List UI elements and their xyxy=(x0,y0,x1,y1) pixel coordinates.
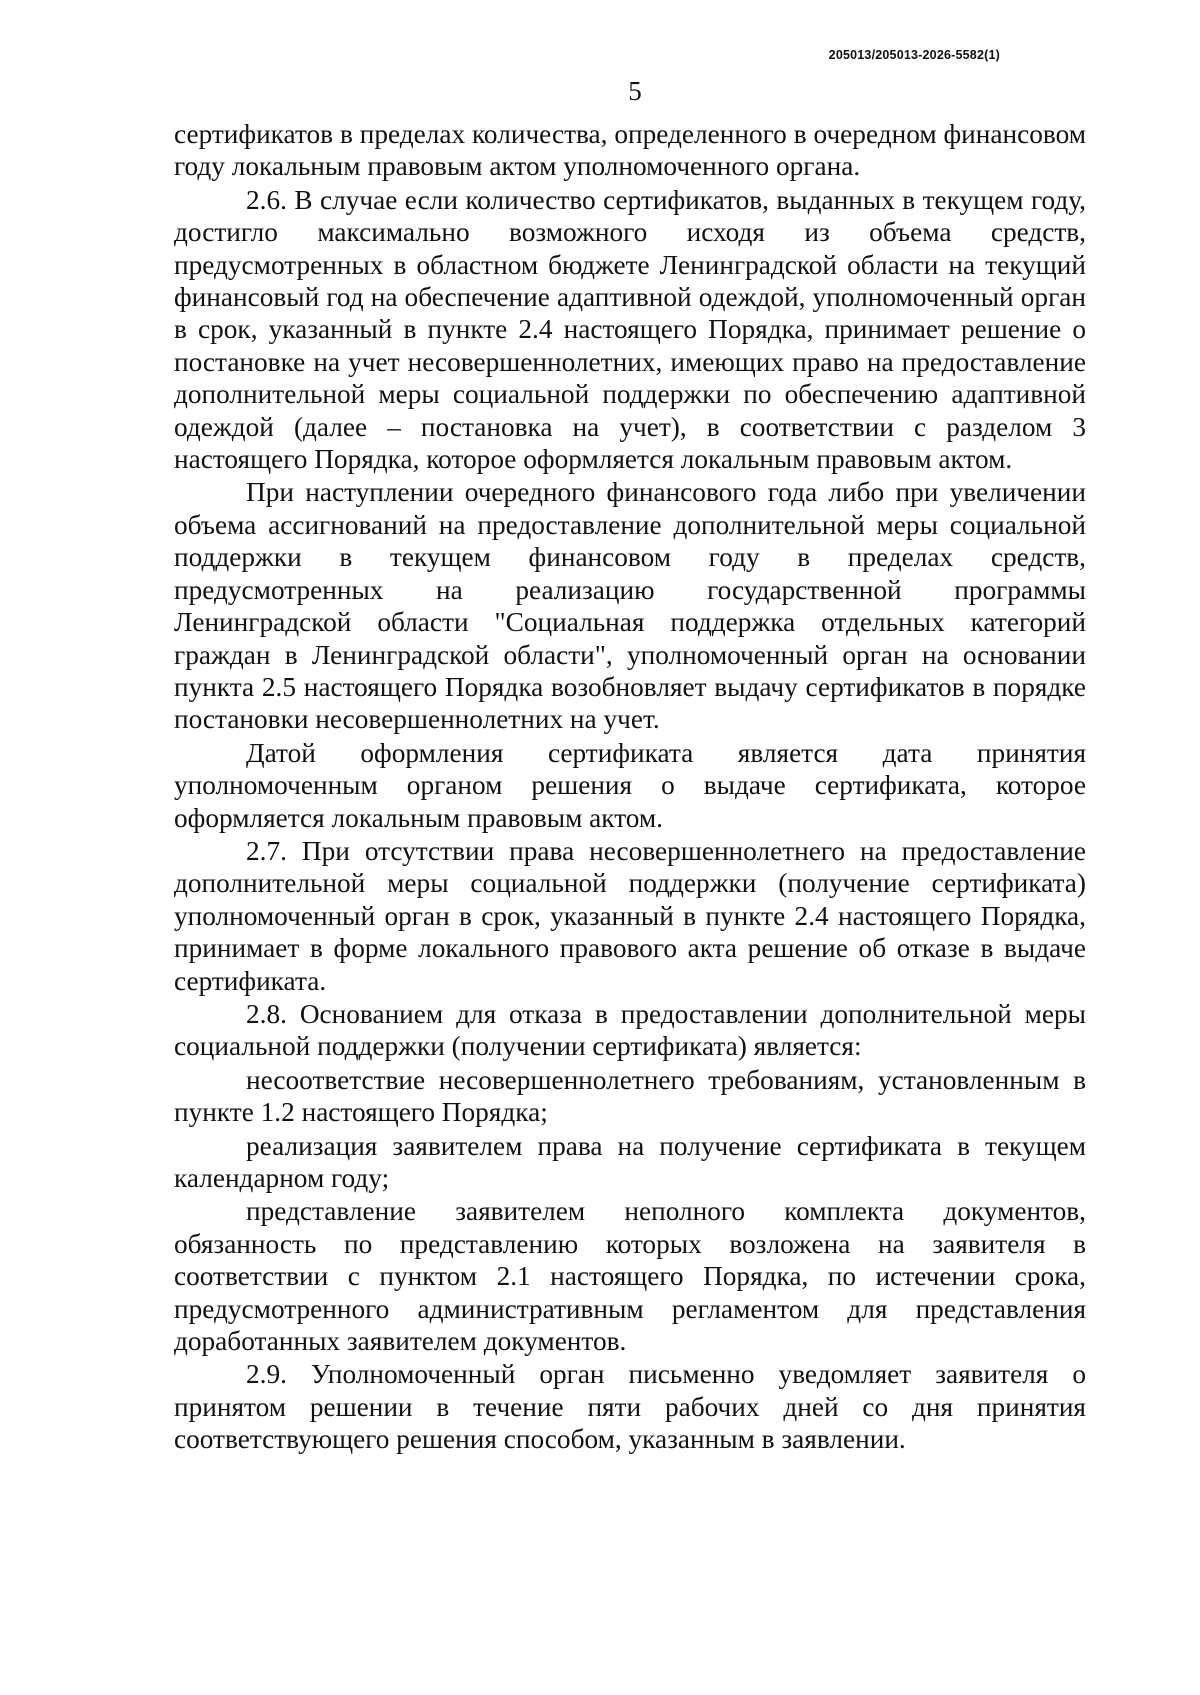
paragraph-certificate-date: Датой оформления сертификата является дата принятия уполномоченным органом решения о выдаче сертификата, которое оформляется локальным правовым актом. xyxy=(174,737,1086,833)
paragraph-2-8: 2.8. Основанием для отказа в предоставлении дополнительной меры социальной поддержки (получении сертификата) является: xyxy=(174,998,1086,1062)
refusal-ground-already-used: реализация заявителем права на получение сертификата в текущем календарном году; xyxy=(174,1130,1086,1193)
paragraph-2-6: 2.6. В случае если количество сертификатов, выданных в текущем году, достигло максимально возможного исходя из объема средств, предусмотренных в областном бюджете Ленинградской области на текущий финансовый год на обеспечение адаптивной одеждой, уполномоченный орган в срок, указанный в пункте 2.4 настоящего Порядка, принимает решение о постановке на учет несовершеннолетних, имеющих право на предоставление дополнительной меры социальной поддержки по обеспечению адаптивной одеждой (далее – постановка на учет), в соответствии с разделом 3 настоящего Порядка, которое оформляется локальным правовым актом. xyxy=(174,184,1086,475)
page-number: 5 xyxy=(628,76,642,106)
paragraph-new-year-resumption: При наступлении очередного финансового года либо при увеличении объема ассигнований на предоставление дополнительной меры социальной поддержки в текущем финансовом году в пределах средств, предусмотренных на реализацию государственной программы Ленинградской области "Социальная поддержка отдельных категорий граждан в Ленинградской области", уполномоченный орган на основании пункта 2.5 настоящего Порядка возобновляет выдачу сертификатов в порядке постановки несовершеннолетних на учет. xyxy=(174,477,1086,735)
document-body xyxy=(174,118,1086,1456)
refusal-ground-incomplete-documents: представление заявителем неполного комплекта документов, обязанность по представлению которых возложена на заявителя в соответствии с пунктом 2.1 настоящего Порядка, по истечении срока, предусмотренного административным регламентом для представления доработанных заявителем документов. xyxy=(174,1196,1086,1357)
document-registration-number: 205013/205013-2026-5582(1) xyxy=(828,48,1000,62)
paragraph-continuation: сертификатов в пределах количества, определенного в очередном финансовом году локальным правовым актом уполномоченного органа. xyxy=(174,119,1086,182)
refusal-ground-nonconformity: несоответствие несовершеннолетнего требованиям, установленным в пункте 1.2 настоящего Порядка; xyxy=(174,1064,1086,1128)
paragraph-2-7: 2.7. При отсутствии права несовершеннолетнего на предоставление дополнительной меры социальной поддержки (получение сертификата) уполномоченный орган в срок, указанный в пункте 2.4 настоящего Порядка, принимает в форме локального правового акта решение об отказе в выдаче сертификата. xyxy=(174,835,1086,996)
paragraph-2-9: 2.9. Уполномоченный орган письменно уведомляет заявителя о принятом решении в течение пяти рабочих дней со дня принятия соответствующего решения способом, указанным в заявлении. xyxy=(174,1359,1086,1455)
